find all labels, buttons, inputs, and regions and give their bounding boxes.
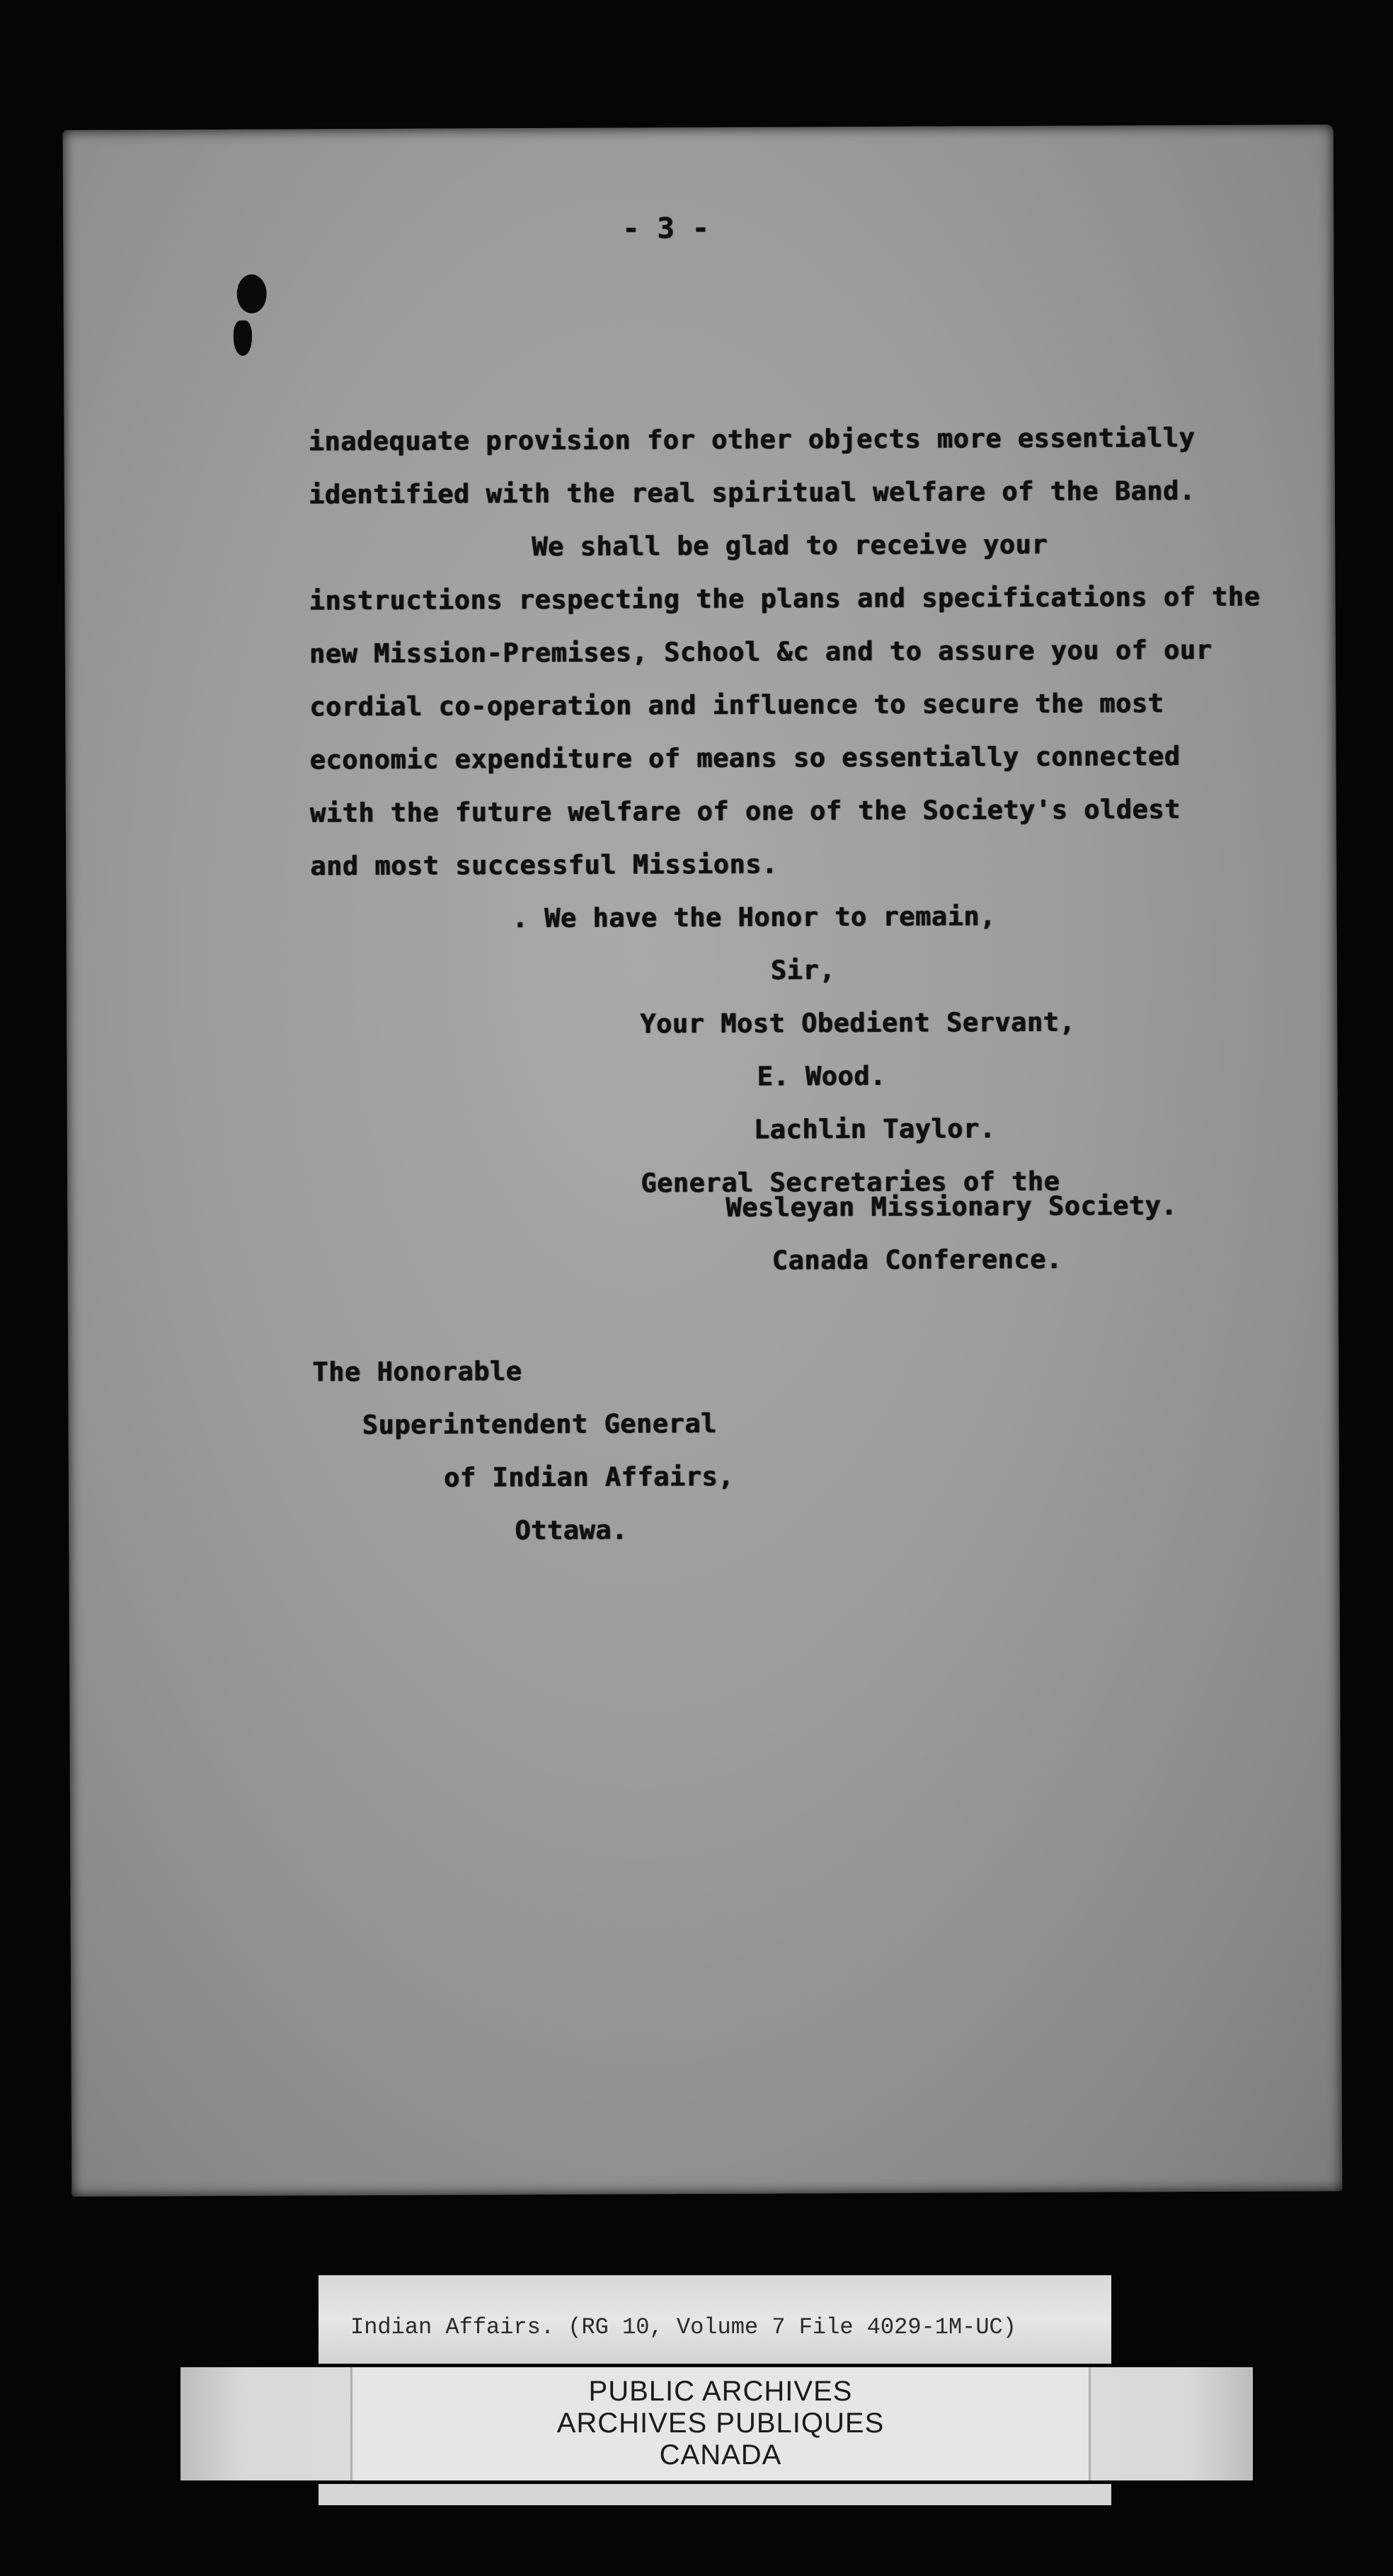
stamp-line-archives-publiques: ARCHIVES PUBLIQUES: [556, 2408, 885, 2439]
body-line: with the future welfare of one of the Society's oldest: [309, 794, 1181, 829]
ink-blot: [234, 321, 252, 356]
body-line: economic expenditure of means so essentially connected: [309, 741, 1181, 776]
closing-servant: Your Most Obedient Servant,: [640, 1006, 1076, 1040]
body-line: identified with the real spiritual welfare of the Band.: [308, 475, 1196, 510]
body-line: and most successful Missions.: [310, 849, 778, 882]
closing-salutation: Sir,: [770, 955, 836, 986]
body-line: new Mission-Premises, School &c and to assure you of our: [309, 634, 1213, 669]
ink-blot: [237, 275, 267, 314]
bottom-label-strip: [319, 2484, 1111, 2505]
page-number: - 3 -: [622, 212, 710, 246]
body-line: We shall be glad to receive your: [532, 529, 1048, 563]
archive-stamp: [350, 2367, 1091, 2480]
address-line: of Indian Affairs,: [443, 1461, 735, 1493]
signer-taylor: Lachlin Taylor.: [753, 1113, 996, 1145]
letter-page: [63, 125, 1343, 2197]
stamp-line-canada: CANADA: [659, 2439, 782, 2471]
archive-reference-text: Indian Affairs. (RG 10, Volume 7 File 4029-1M-UC): [350, 2314, 1016, 2340]
address-line: Superintendent General: [362, 1408, 717, 1441]
address-line: Ottawa.: [515, 1514, 628, 1546]
stamp-line-public-archives: PUBLIC ARCHIVES: [588, 2376, 853, 2407]
body-line: inadequate provision for other objects more essentially: [308, 422, 1196, 457]
archive-reference-label: [319, 2275, 1111, 2364]
signer-title-line: Canada Conference.: [772, 1243, 1062, 1276]
signer-title-line: Wesleyan Missionary Society.: [726, 1190, 1178, 1223]
archive-stamp-band: [180, 2367, 1253, 2480]
body-line: cordial co-operation and influence to secure the most: [309, 688, 1164, 723]
signer-wood: E. Wood.: [757, 1060, 886, 1092]
body-line: instructions respecting the plans and specifications of the: [309, 581, 1261, 616]
signer-title-line: General Secretaries of the: [641, 1166, 1060, 1199]
address-line: The Honorable: [312, 1356, 522, 1388]
closing-remain: . We have the Honor to remain,: [512, 901, 996, 934]
